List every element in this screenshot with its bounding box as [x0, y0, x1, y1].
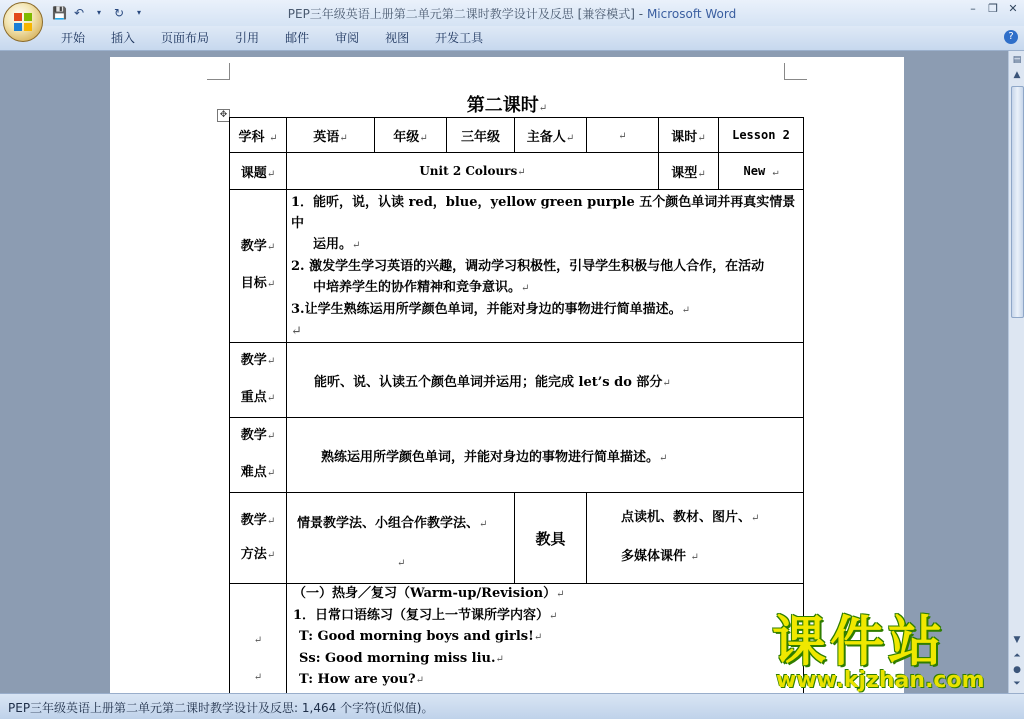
page-heading: 第二课时↵	[466, 95, 548, 116]
process-line: Ss: Good morning miss liu.↵	[299, 650, 504, 666]
save-icon[interactable]: 💾	[52, 6, 67, 20]
table-row	[230, 190, 804, 343]
help-icon[interactable]: ?	[1004, 30, 1018, 44]
key-points-label: 教学↵ 重点↵	[230, 343, 287, 418]
objectives-label: 教学↵ 目标↵	[230, 190, 287, 343]
methods-content: 情景教学法、小组合作教学法、↵ ↵	[287, 493, 515, 584]
minimize-icon[interactable]: –	[970, 2, 976, 15]
scroll-up-icon[interactable]: ▲	[1013, 70, 1021, 80]
dropdown-icon[interactable]: ▾	[96, 8, 101, 17]
watermark-logo: 课件站	[772, 610, 946, 673]
tab-references[interactable]: 引用	[235, 31, 260, 45]
tab-home[interactable]: 开始	[61, 31, 86, 45]
ruler-toggle-icon[interactable]: ▤	[1012, 55, 1022, 65]
ribbon-tabs	[0, 26, 1024, 51]
topic-value: Unit 2 Colours↵	[287, 153, 659, 190]
table-row	[230, 153, 804, 190]
select-browse-object-icon[interactable]: ●	[1013, 665, 1021, 675]
process-line: 1．日常口语练习（复习上一节课所学内容）↵	[293, 607, 558, 623]
objectives-content: 1．能听，说，认读 red，blue，yellow green purple 五个颜色单词并再真实情景中 运用。↵ 2. 激发学生学习英语的兴趣，调动学习积极性，引导学生积极与他人合作，在活动 中培养学生的协作精神和竞争意识。↵ 3.让学生熟练运用所学颜色单词，并能对身边的事物进行简单描述。↵ ↵	[287, 190, 804, 343]
close-icon[interactable]: ✕	[1008, 2, 1018, 15]
process-label: ↵ ↵	[230, 584, 287, 694]
window-controls	[966, 2, 1020, 16]
redo-icon[interactable]: ↻	[113, 6, 125, 20]
process-content	[287, 584, 804, 694]
type-label: 课型↵	[659, 153, 719, 190]
watermark-url: www.kjzhan.com	[776, 668, 985, 693]
objective-3: 3.让学生熟练运用所学颜色单词，并能对身边的事物进行简单描述。↵	[291, 302, 690, 317]
scrollbar-thumb[interactable]	[1011, 86, 1024, 318]
topic-label: 课题↵	[230, 153, 287, 190]
type-value: New ↵	[719, 153, 804, 190]
tab-page-layout[interactable]: 页面布局	[161, 31, 210, 45]
objective-2: 2. 激发学生学习英语的兴趣，调动学习积极性，引导学生积极与他人合作，在活动	[291, 259, 765, 274]
vertical-scrollbar[interactable]	[1008, 51, 1024, 693]
objective-1-cont: 运用。↵	[313, 237, 361, 252]
next-page-icon[interactable]: ⏷	[1013, 679, 1021, 689]
objective-1: 1．能听，说，认读 red，blue，yellow green purple 五个颜色单词并再真实情景中	[291, 195, 796, 231]
grade-label: 年级↵	[375, 118, 447, 153]
tab-review[interactable]: 审阅	[335, 31, 360, 45]
app-name: Microsoft Word	[646, 7, 737, 21]
restore-icon[interactable]: ❐	[988, 2, 998, 15]
tab-view[interactable]: 视图	[385, 31, 410, 45]
grade-value: 三年级	[447, 118, 515, 153]
watermark	[770, 612, 1020, 694]
table-row	[230, 418, 804, 493]
objective-2-cont: 中培养学生的协作精神和竞争意识。↵	[313, 280, 530, 295]
difficulties-content: 熟练运用所学颜色单词，并能对身边的事物进行简单描述。↵	[287, 418, 804, 493]
customize-qat-icon[interactable]: ▾	[136, 8, 141, 17]
process-line: T: Good morning boys and girls!↵	[299, 629, 543, 644]
table-row	[230, 343, 804, 418]
tab-developer[interactable]: 开发工具	[435, 31, 484, 45]
table-move-handle-icon[interactable]: ✥	[217, 109, 230, 122]
key-points-content: 能听、说、认读五个颜色单词并运用；能完成 let’s do 部分↵	[287, 343, 804, 418]
status-text: PEP三年级英语上册第二单元第二课时教学设计及反思: 1,464 个字符(近似值)。	[8, 701, 434, 715]
previous-page-icon[interactable]: ⏶	[1013, 651, 1021, 661]
subject-value: 英语↵	[287, 118, 375, 153]
table-row	[230, 584, 804, 694]
heading-text: 第二课时	[466, 95, 539, 116]
process-line: T: How are you?↵	[299, 672, 424, 687]
crop-mark	[784, 63, 807, 80]
table-row	[230, 493, 804, 584]
status-bar	[0, 693, 1024, 719]
undo-icon[interactable]: ↶	[73, 6, 85, 20]
difficulties-label: 教学↵ 难点↵	[230, 418, 287, 493]
tab-mailings[interactable]: 邮件	[285, 31, 310, 45]
process-line: （一）热身／复习（Warm-up/Revision）↵	[293, 586, 565, 601]
office-button[interactable]	[3, 2, 43, 42]
methods-label: 教学↵ 方法↵	[230, 493, 287, 584]
crop-mark	[207, 63, 230, 80]
title-bar	[0, 0, 1024, 26]
document-area	[0, 51, 1008, 693]
table-row	[230, 118, 804, 153]
preparer-value: ↵	[587, 118, 659, 153]
office-logo-icon	[13, 12, 33, 32]
tools-content: 点读机、教材、图片、↵ 多媒体课件 ↵	[587, 493, 804, 584]
document-page[interactable]	[110, 57, 904, 693]
lesson-plan-table	[229, 117, 804, 693]
scroll-down-icon[interactable]: ▼	[1013, 635, 1021, 645]
subject-label: 学科 ↵	[230, 118, 287, 153]
period-value: Lesson 2	[719, 118, 804, 153]
preparer-label: 主备人↵	[515, 118, 587, 153]
tools-label: 教具	[515, 493, 587, 584]
period-label: 课时↵	[659, 118, 719, 153]
window-title	[0, 5, 1024, 22]
document-title: PEP三年级英语上册第二单元第二课时教学设计及反思 [兼容模式] -	[287, 7, 647, 21]
tab-insert[interactable]: 插入	[111, 31, 136, 45]
